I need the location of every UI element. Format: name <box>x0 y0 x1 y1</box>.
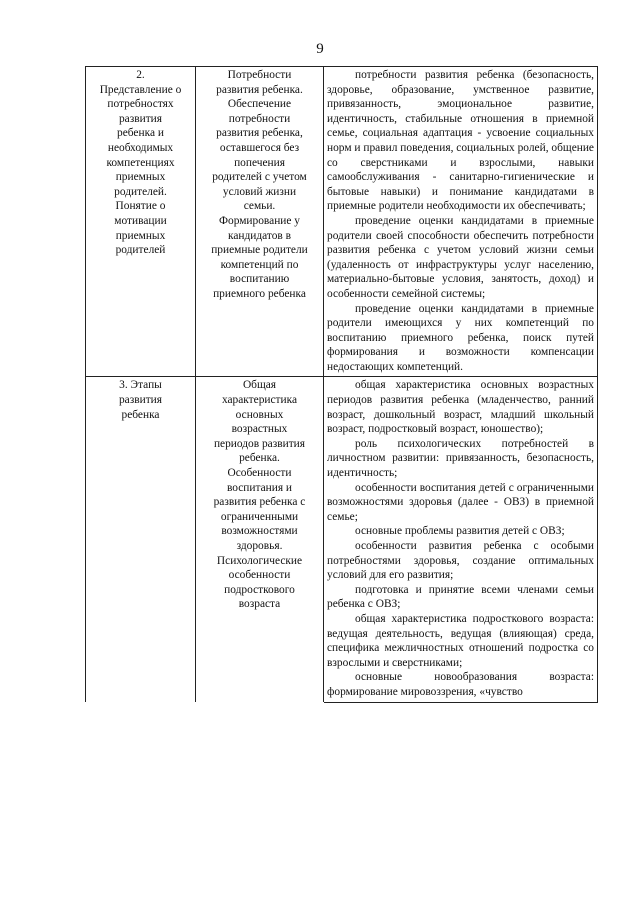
summary-line: Обеспечение <box>227 98 292 111</box>
summary-line: попечения <box>234 156 285 169</box>
topic-line: родителей. <box>114 185 167 198</box>
summary-line: приемного ребенка <box>213 287 306 300</box>
summary-line: развития ребенка. <box>216 83 303 96</box>
detail-paragraph: общая характеристика подросткового возраста: ведущая деятельность, ведущая (влияющая) среда, специфика межличностных отношений подростка со взрослыми и сверстниками; <box>327 612 594 669</box>
summary-line: кандидатов в <box>227 229 292 242</box>
topic-line: приемных <box>115 229 166 242</box>
topic-line: компетенциях <box>106 156 175 169</box>
detail-paragraph: особенности воспитания детей с ограниченными возможностями здоровья (далее - ОВЗ) в приемной семье; <box>327 481 594 523</box>
summary-line: воспитанию <box>229 273 290 286</box>
detail-paragraph: подготовка и принятие всеми членами семьи ребенка с ОВЗ; <box>327 583 594 611</box>
summary-line: потребности <box>228 112 291 125</box>
summary-line: Особенности <box>227 467 292 480</box>
summary-line: Формирование у <box>219 214 300 227</box>
topic-line: потребностях <box>107 98 174 111</box>
summary-line: оставшегося без <box>219 141 300 154</box>
summary-line: ограниченными <box>220 510 299 523</box>
topic-line: необходимых <box>107 141 174 154</box>
topic-line: родителей <box>115 244 166 257</box>
detail-paragraph: особенности развития ребенка с особыми потребностями здоровья, создание оптимальных условий для его развития; <box>327 540 594 582</box>
detail-paragraph: основные проблемы развития детей с ОВЗ; <box>355 525 565 538</box>
summary-line: возрастных <box>231 423 288 436</box>
topic-line: Представление о <box>99 83 182 96</box>
page-number: 9 <box>316 41 324 57</box>
summary-line: воспитания и <box>226 481 293 494</box>
topic-line: развития <box>118 112 163 125</box>
topic-line: ребенка и <box>117 127 164 140</box>
content-detail-cell <box>324 67 598 377</box>
topic-line: Понятие о <box>115 200 166 213</box>
summary-line: родителей с учетом <box>212 171 307 184</box>
topic-line: мотивации <box>114 214 167 227</box>
summary-line: подросткового <box>224 583 295 596</box>
summary-line: условий жизни <box>222 185 297 198</box>
summary-line: развития ребенка с <box>213 496 306 509</box>
topic-line: развития <box>118 394 163 407</box>
topic-cell <box>86 67 196 377</box>
detail-paragraph: проведение оценки кандидатами в приемные родители своей способности обеспечить потребности развития ребенка с учетом условий жизни семьи (удаленность от инфраструктуры услуг населению, материально-бытовые условия, занятость, доход) и особенности семейной системы; <box>327 214 594 300</box>
summary-line: Общая <box>242 379 277 392</box>
program-table <box>85 66 598 703</box>
summary-line: особенности <box>228 569 291 582</box>
detail-paragraph: потребности развития ребенка (безопасность, здоровье, образование, умственное развитие, привязанность, эмоциональное развитие, идентичность, стабильные отношения в приемной семье, социальная адаптация - усвоение социальных норм и правил поведения, социальных ролей, общение со сверстниками и взрослыми, навыки самообслуживания - санитарно-гигиенические и бытовые навыки) и понимание кандидатами в приемные родители необходимости их обеспечивать; <box>327 69 594 213</box>
summary-line: компетенций по <box>220 258 299 271</box>
summary-line: ребенка. <box>239 452 280 465</box>
summary-line: развития ребенка, <box>216 127 303 140</box>
summary-line: возможностями <box>221 525 298 538</box>
topic-cell <box>86 377 196 702</box>
summary-line: здоровья. <box>236 540 283 552</box>
summary-line: приемные родители <box>211 244 308 257</box>
summary-line: возраста <box>238 598 281 611</box>
summary-line: семьи. <box>243 200 276 213</box>
summary-line: основных <box>235 408 284 421</box>
topic-line: ребенка <box>121 408 160 421</box>
summary-line: Психологические <box>216 554 303 567</box>
detail-paragraph: роль психологических потребностей в личностном развитии: привязанность, безопасность, идентичность; <box>327 437 594 480</box>
table-row <box>86 377 598 702</box>
summary-line: Потребности <box>227 69 292 81</box>
summary-line: характеристика <box>221 394 298 407</box>
table-row <box>86 67 598 377</box>
summary-line: периодов развития <box>213 437 306 450</box>
detail-paragraph: проведение оценки кандидатами в приемные родители имеющихся у них компетенций по воспитанию приемного ребенка, поиск путей формирования и возможности компенсации недостающих компетенций. <box>327 302 594 373</box>
content-detail-cell <box>324 377 598 702</box>
detail-paragraph: основные новообразования возраста: формирование мировоззрения, «чувство <box>327 671 594 698</box>
content-summary-cell <box>196 67 324 377</box>
topic-line: приемных <box>115 171 166 184</box>
topic-line: 2. <box>136 69 145 81</box>
content-summary-cell <box>196 377 324 702</box>
detail-paragraph: общая характеристика основных возрастных периодов развития ребенка (младенчество, ранний возраст, дошкольный возраст, младший школьный возраст, подростковый возраст, юношество); <box>327 379 594 436</box>
topic-line: 3. Этапы <box>119 379 162 392</box>
